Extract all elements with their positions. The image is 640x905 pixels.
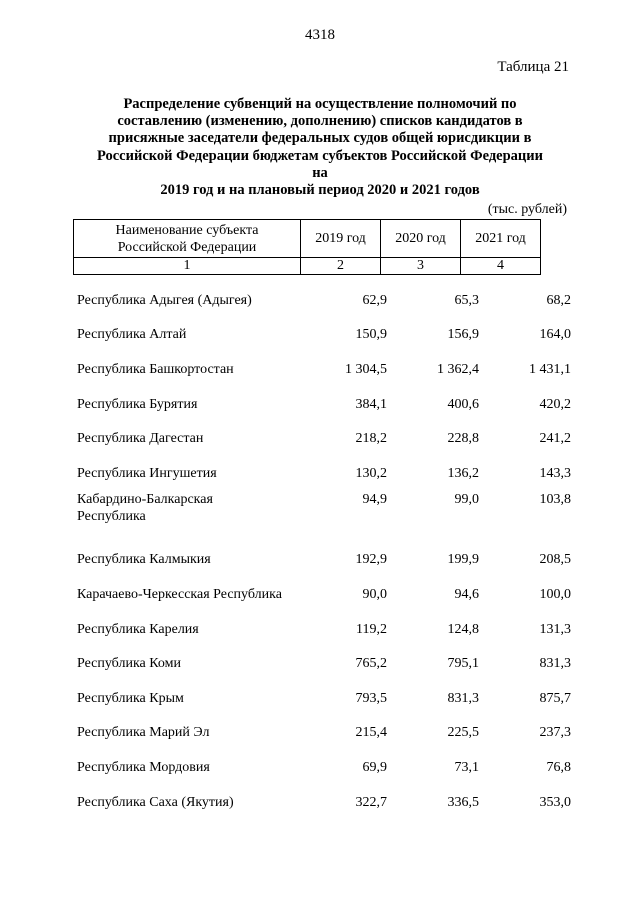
units-label: (тыс. рублей) [487,202,567,217]
subject-name [77,491,311,525]
value-2019: 218,2 [355,431,387,447]
subject-name: Карачаево-Черкесская Республика [77,586,282,602]
value-2021: 103,8 [539,491,571,507]
value-2020: 400,6 [447,396,479,412]
value-2021: 1 431,1 [529,361,571,377]
value-2019: 384,1 [355,396,387,412]
table-row [77,681,571,716]
value-2020: 199,9 [447,552,479,568]
title-line: присяжные заседатели федеральных судов общей юрисдикции в [108,130,532,147]
table-row [77,612,571,647]
value-2021: 143,3 [539,465,571,481]
value-2021: 208,5 [539,552,571,568]
column-header-subject-line2: Российской Федерации [117,239,257,255]
column-header-subject [74,220,301,258]
value-2021: 131,3 [539,621,571,637]
table-body [77,283,571,819]
value-2021: 353,0 [539,794,571,810]
value-2019: 130,2 [355,465,387,481]
table-label: Таблица 21 [497,59,569,75]
value-2019: 765,2 [355,656,387,672]
subject-name-line1: Кабардино-Балкарская [77,491,213,507]
column-number-3: 3 [381,258,461,275]
value-2020: 228,8 [447,431,479,447]
title-line: Российской Федерации бюджетам субъектов Российской Федерации на [97,147,543,181]
subject-name: Республика Карелия [77,621,199,637]
title-line: составлению (изменению, дополнению) списков кандидатов в [117,113,523,130]
value-2020: 156,9 [447,327,479,343]
table-row [77,421,571,456]
value-2020: 831,3 [447,690,479,706]
value-2019: 119,2 [356,621,387,637]
value-2019: 192,9 [355,552,387,568]
table-row [77,283,571,318]
value-2021: 831,3 [539,656,571,672]
value-2019: 1 304,5 [345,361,387,377]
column-number-4: 4 [461,258,541,275]
table-row [77,387,571,422]
subject-name: Республика Адыгея (Адыгея) [77,292,252,308]
title-line: Распределение субвенций на осуществление полномочий по [123,96,517,112]
value-2021: 875,7 [539,690,571,706]
value-2019: 62,9 [362,292,387,308]
subject-name: Республика Ингушетия [77,465,217,481]
value-2021: 241,2 [539,431,571,447]
table-row [77,750,571,785]
table-row [77,785,571,820]
title-line: 2019 год и на плановый период 2020 и 2021 годов [160,182,480,199]
page-number: 4318 [305,27,335,43]
subject-name: Республика Мордовия [77,759,210,775]
value-2019: 69,9 [362,759,387,775]
subject-name: Республика Дагестан [77,431,204,447]
subject-name: Республика Бурятия [77,396,198,412]
value-2019: 322,7 [355,794,387,810]
subject-name: Республика Башкортостан [77,361,234,377]
table-row [77,491,571,543]
value-2021: 420,2 [539,396,571,412]
subject-name: Республика Саха (Якутия) [77,794,234,810]
column-number-1: 1 [74,258,301,275]
value-2020: 99,0 [454,491,479,507]
value-2021: 68,2 [546,292,571,308]
value-2020: 795,1 [447,656,479,672]
value-2021: 76,8 [546,759,571,775]
column-header-2020: 2020 год [381,220,461,258]
column-number-2: 2 [301,258,381,275]
subject-name: Республика Алтай [77,327,187,343]
value-2020: 1 362,4 [437,361,479,377]
value-2019: 215,4 [355,725,387,741]
table-row [77,577,571,612]
column-header-2021: 2021 год [461,220,541,258]
document-title [90,96,550,199]
value-2020: 65,3 [454,292,479,308]
table-row [77,456,571,491]
value-2020: 94,6 [454,586,479,602]
value-2019: 793,5 [355,690,387,706]
column-header-subject-line1: Наименование субъекта [115,222,259,238]
value-2019: 90,0 [362,586,387,602]
subject-name: Республика Коми [77,656,181,672]
table-row [77,543,571,578]
value-2020: 225,5 [447,725,479,741]
table-row [77,352,571,387]
table-row [77,646,571,681]
value-2021: 164,0 [539,327,571,343]
subject-name: Республика Марий Эл [77,725,210,741]
value-2019: 94,9 [362,491,387,507]
table-row [77,318,571,353]
value-2020: 124,8 [447,621,479,637]
value-2021: 100,0 [539,586,571,602]
value-2020: 136,2 [447,465,479,481]
table-row [77,716,571,751]
table-header [73,219,541,275]
value-2020: 336,5 [447,794,479,810]
subject-name-line2: Республика [77,508,146,524]
column-header-2019: 2019 год [301,220,381,258]
value-2019: 150,9 [355,327,387,343]
subject-name: Республика Крым [77,690,184,706]
value-2020: 73,1 [454,759,479,775]
value-2021: 237,3 [539,725,571,741]
subject-name: Республика Калмыкия [77,552,211,568]
